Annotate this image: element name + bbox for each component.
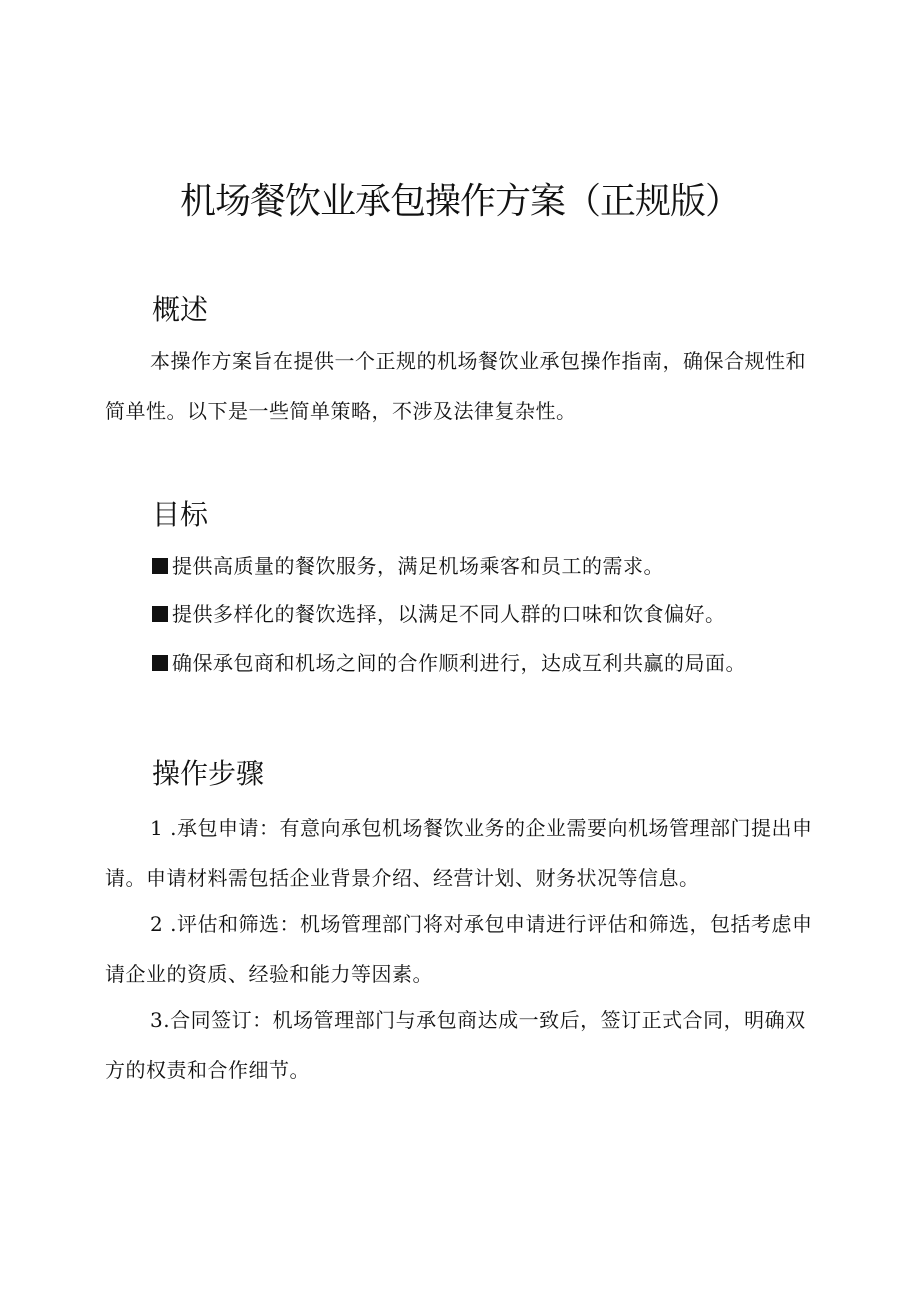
goal-item-text: 提供高质量的餐饮服务，满足机场乘客和员工的需求。 (172, 554, 664, 578)
goal-item (152, 551, 852, 581)
section-heading-steps: 操作步骤 (152, 757, 265, 790)
square-bullet-icon (152, 655, 168, 671)
goal-item-text: 确保承包商和机场之间的合作顺利进行，达成互利共赢的局面。 (172, 651, 746, 675)
section-heading-overview: 概述 (152, 293, 209, 326)
goal-item (152, 648, 852, 678)
section-heading-goals: 目标 (152, 498, 209, 531)
overview-paragraph: 本操作方案旨在提供一个正规的机场餐饮业承包操作指南，确保合规性和简单性。以下是一些简单策略，不涉及法律复杂性。 (105, 349, 806, 423)
step-item: 3.合同签订：机场管理部门与承包商达成一致后，签订正式合同，明确双方的权责和合作细节。 (105, 1008, 806, 1082)
step-item: 1 .承包申请：有意向承包机场餐饮业务的企业需要向机场管理部门提出申请。申请材料需包括企业背景介绍、经营计划、财务状况等信息。 (105, 816, 813, 890)
step-item: 2 .评估和筛选：机场管理部门将对承包申请进行评估和筛选，包括考虑申请企业的资质、经验和能力等因素。 (105, 912, 813, 986)
square-bullet-icon (152, 606, 168, 622)
goal-item (152, 599, 852, 629)
square-bullet-icon (152, 558, 168, 574)
goal-item-text: 提供多样化的餐饮选择，以满足不同人群的口味和饮食偏好。 (172, 602, 726, 626)
document-title: 机场餐饮业承包操作方案（正规版） (179, 181, 740, 222)
